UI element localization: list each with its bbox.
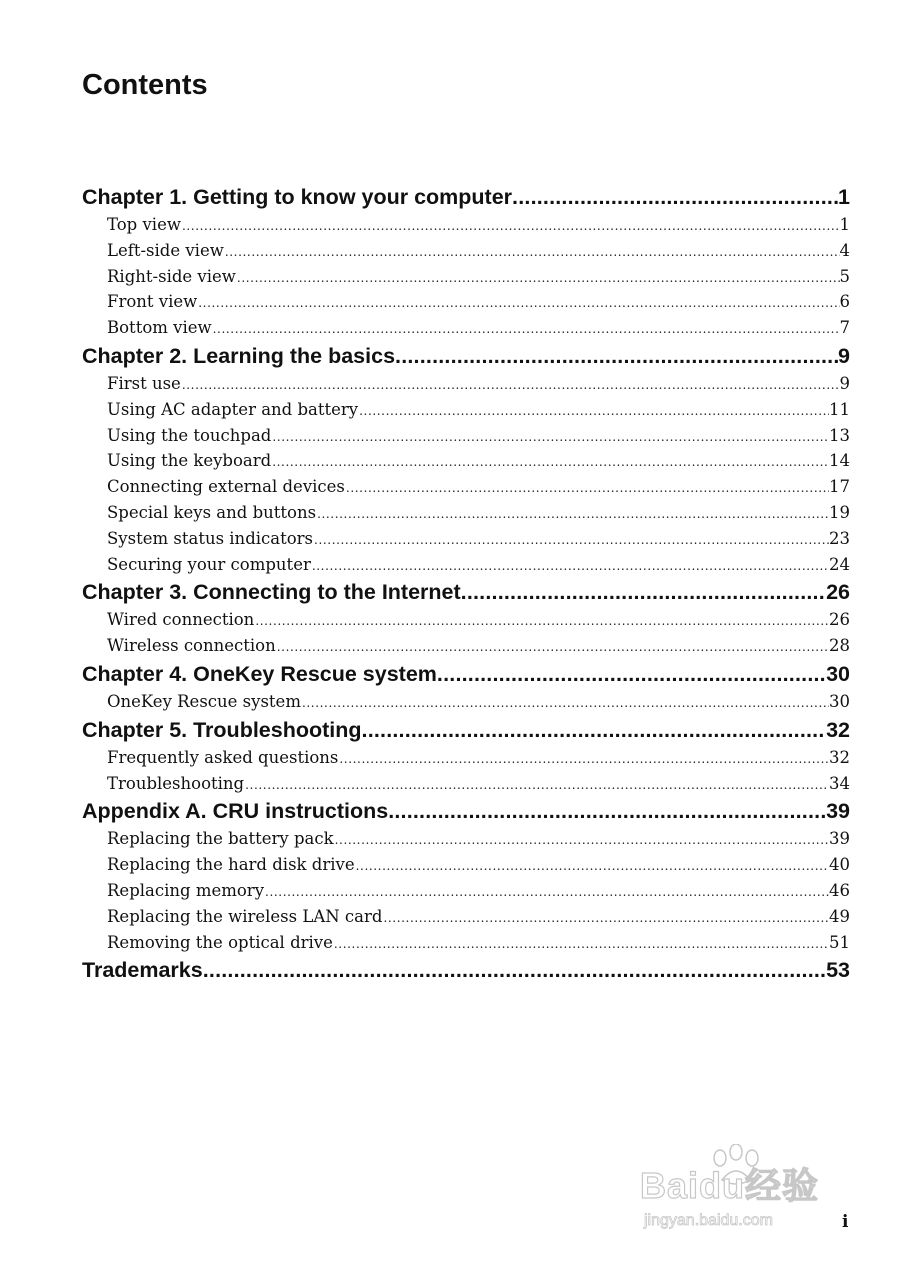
dot-leader	[383, 906, 829, 932]
dot-leader	[203, 955, 826, 985]
toc-section-entry[interactable]	[82, 423, 850, 449]
toc-chapter-entry[interactable]	[82, 659, 850, 689]
dot-leader	[346, 476, 829, 502]
watermark-logo: Baidu经验	[640, 1165, 820, 1206]
toc-entry-page: 14	[829, 451, 850, 471]
toc-chapter-entry[interactable]	[82, 955, 850, 985]
toc-entry-title: Trademarks	[82, 958, 203, 983]
toc-entry-page: 9	[838, 343, 850, 368]
dot-leader	[182, 373, 840, 399]
table-of-contents	[82, 182, 850, 985]
toc-entry-page: 26	[826, 580, 850, 605]
toc-entry-title: Right-side view	[107, 266, 236, 286]
toc-entry-page: 32	[826, 717, 850, 742]
toc-entry-page: 46	[829, 880, 850, 900]
dot-leader	[302, 691, 829, 717]
toc-entry-page: 1	[839, 215, 850, 234]
toc-section-entry[interactable]	[82, 500, 850, 526]
toc-entry-title: Chapter 4. OneKey Rescue system	[82, 661, 437, 686]
toc-entry-title: Replacing the wireless LAN card	[107, 906, 383, 926]
toc-entry-page: 6	[839, 292, 850, 312]
toc-section-entry[interactable]	[82, 552, 850, 578]
dot-leader	[272, 425, 829, 451]
toc-section-entry[interactable]	[82, 771, 850, 797]
toc-entry-title: Wireless connection	[107, 636, 276, 656]
toc-entry-page: 49	[829, 906, 850, 926]
toc-entry-title: Securing your computer	[107, 554, 311, 574]
toc-entry-title: Top view	[107, 215, 181, 234]
toc-entry-title: Chapter 3. Connecting to the Internet	[82, 580, 461, 605]
toc-entry-title: Replacing the battery pack	[107, 829, 334, 849]
dot-leader	[265, 880, 829, 906]
toc-section-entry[interactable]	[82, 289, 850, 315]
toc-entry-page: 53	[826, 958, 850, 983]
toc-chapter-entry[interactable]	[82, 182, 850, 212]
toc-section-entry[interactable]	[82, 474, 850, 500]
toc-section-entry[interactable]	[82, 526, 850, 552]
toc-entry-title: Chapter 1. Getting to know your computer	[82, 185, 513, 209]
dot-leader	[395, 341, 838, 371]
dot-leader	[356, 854, 829, 880]
dot-leader	[437, 659, 826, 689]
toc-chapter-entry[interactable]	[82, 715, 850, 745]
toc-section-entry[interactable]	[82, 904, 850, 930]
toc-entry-title: Removing the optical drive	[107, 932, 333, 952]
toc-entry-page: 19	[829, 502, 850, 522]
toc-entry-title: System status indicators	[107, 528, 314, 548]
toc-entry-page: 30	[829, 691, 850, 711]
toc-entry-title: Chapter 2. Learning the basics	[82, 343, 396, 368]
toc-section-entry[interactable]	[82, 826, 850, 852]
toc-chapter-entry[interactable]	[82, 577, 850, 607]
toc-entry-title: Appendix A. CRU instructions	[82, 799, 389, 824]
page-title: Contents	[82, 69, 208, 101]
toc-section-entry[interactable]	[82, 238, 850, 264]
toc-section-entry[interactable]	[82, 371, 850, 397]
toc-entry-title: Special keys and buttons	[107, 502, 317, 522]
toc-section-entry[interactable]	[82, 633, 850, 659]
toc-entry-page: 28	[829, 636, 850, 656]
watermark-url: jingyan.baidu.com	[644, 1212, 773, 1229]
toc-entry-page: 26	[829, 610, 850, 630]
toc-entry-page: 39	[829, 829, 850, 849]
toc-entry-page: 7	[839, 318, 850, 338]
toc-entry-page: 32	[829, 747, 850, 767]
toc-section-entry[interactable]	[82, 852, 850, 878]
toc-entry-page: 13	[829, 425, 850, 445]
dot-leader	[277, 635, 829, 661]
toc-entry-page: 51	[829, 932, 850, 952]
dot-leader	[362, 715, 827, 745]
toc-entry-title: Bottom view	[107, 318, 212, 338]
toc-entry-title: Using AC adapter and battery	[107, 399, 359, 419]
toc-section-entry[interactable]	[82, 448, 850, 474]
toc-entry-title: Replacing the hard disk drive	[107, 855, 355, 875]
toc-entry-title: OneKey Rescue system	[107, 691, 301, 711]
toc-entry-title: Left-side view	[107, 240, 224, 260]
toc-entry-page: 24	[829, 554, 850, 574]
toc-entry-page: 23	[829, 528, 850, 548]
dot-leader	[512, 182, 838, 212]
dot-leader	[461, 577, 826, 607]
toc-entry-page: 1	[838, 185, 850, 209]
dot-leader	[198, 291, 839, 317]
toc-entry-page: 11	[829, 399, 850, 419]
toc-section-entry[interactable]	[82, 930, 850, 956]
toc-entry-page: 40	[829, 855, 850, 875]
toc-entry-title: Front view	[107, 292, 198, 312]
toc-entry-title: Using the keyboard	[107, 451, 272, 471]
dot-leader	[182, 214, 840, 240]
toc-section-entry[interactable]	[82, 878, 850, 904]
toc-section-entry[interactable]	[82, 264, 850, 290]
toc-section-entry[interactable]	[82, 315, 850, 341]
baidu-watermark	[640, 1148, 850, 1244]
toc-section-entry[interactable]	[82, 212, 850, 238]
dot-leader	[359, 399, 829, 425]
toc-entry-page: 34	[829, 773, 850, 793]
dot-leader	[272, 450, 829, 476]
toc-entry-title: Wired connection	[107, 610, 255, 630]
dot-leader	[339, 747, 829, 773]
dot-leader	[312, 554, 829, 580]
dot-leader	[334, 932, 829, 958]
toc-entry-page: 9	[839, 373, 850, 393]
dot-leader	[317, 502, 829, 528]
dot-leader	[225, 240, 840, 266]
toc-section-entry[interactable]	[82, 607, 850, 633]
toc-entry-page: 17	[829, 477, 850, 497]
dot-leader	[335, 828, 829, 854]
toc-entry-title: First use	[107, 373, 181, 393]
dot-leader	[245, 773, 829, 799]
toc-entry-title: Using the touchpad	[107, 425, 272, 445]
toc-entry-page: 4	[839, 240, 850, 260]
toc-chapter-entry[interactable]	[82, 796, 850, 826]
toc-entry-title: Frequently asked questions	[107, 747, 339, 767]
dot-leader	[388, 796, 826, 826]
toc-entry-page: 5	[839, 266, 850, 286]
toc-section-entry[interactable]	[82, 689, 850, 715]
dot-leader	[237, 266, 840, 292]
toc-entry-title: Chapter 5. Troubleshooting	[82, 717, 362, 742]
toc-entry-page: 39	[826, 799, 850, 824]
dot-leader	[314, 528, 829, 554]
toc-entry-page: 30	[826, 661, 850, 686]
page-number: i	[842, 1212, 849, 1232]
dot-leader	[213, 317, 840, 343]
toc-section-entry[interactable]	[82, 397, 850, 423]
toc-section-entry[interactable]	[82, 745, 850, 771]
toc-chapter-entry[interactable]	[82, 341, 850, 371]
toc-entry-title: Replacing memory	[107, 880, 265, 900]
toc-entry-title: Troubleshooting	[107, 773, 245, 793]
dot-leader	[255, 609, 829, 635]
toc-entry-title: Connecting external devices	[107, 477, 345, 497]
